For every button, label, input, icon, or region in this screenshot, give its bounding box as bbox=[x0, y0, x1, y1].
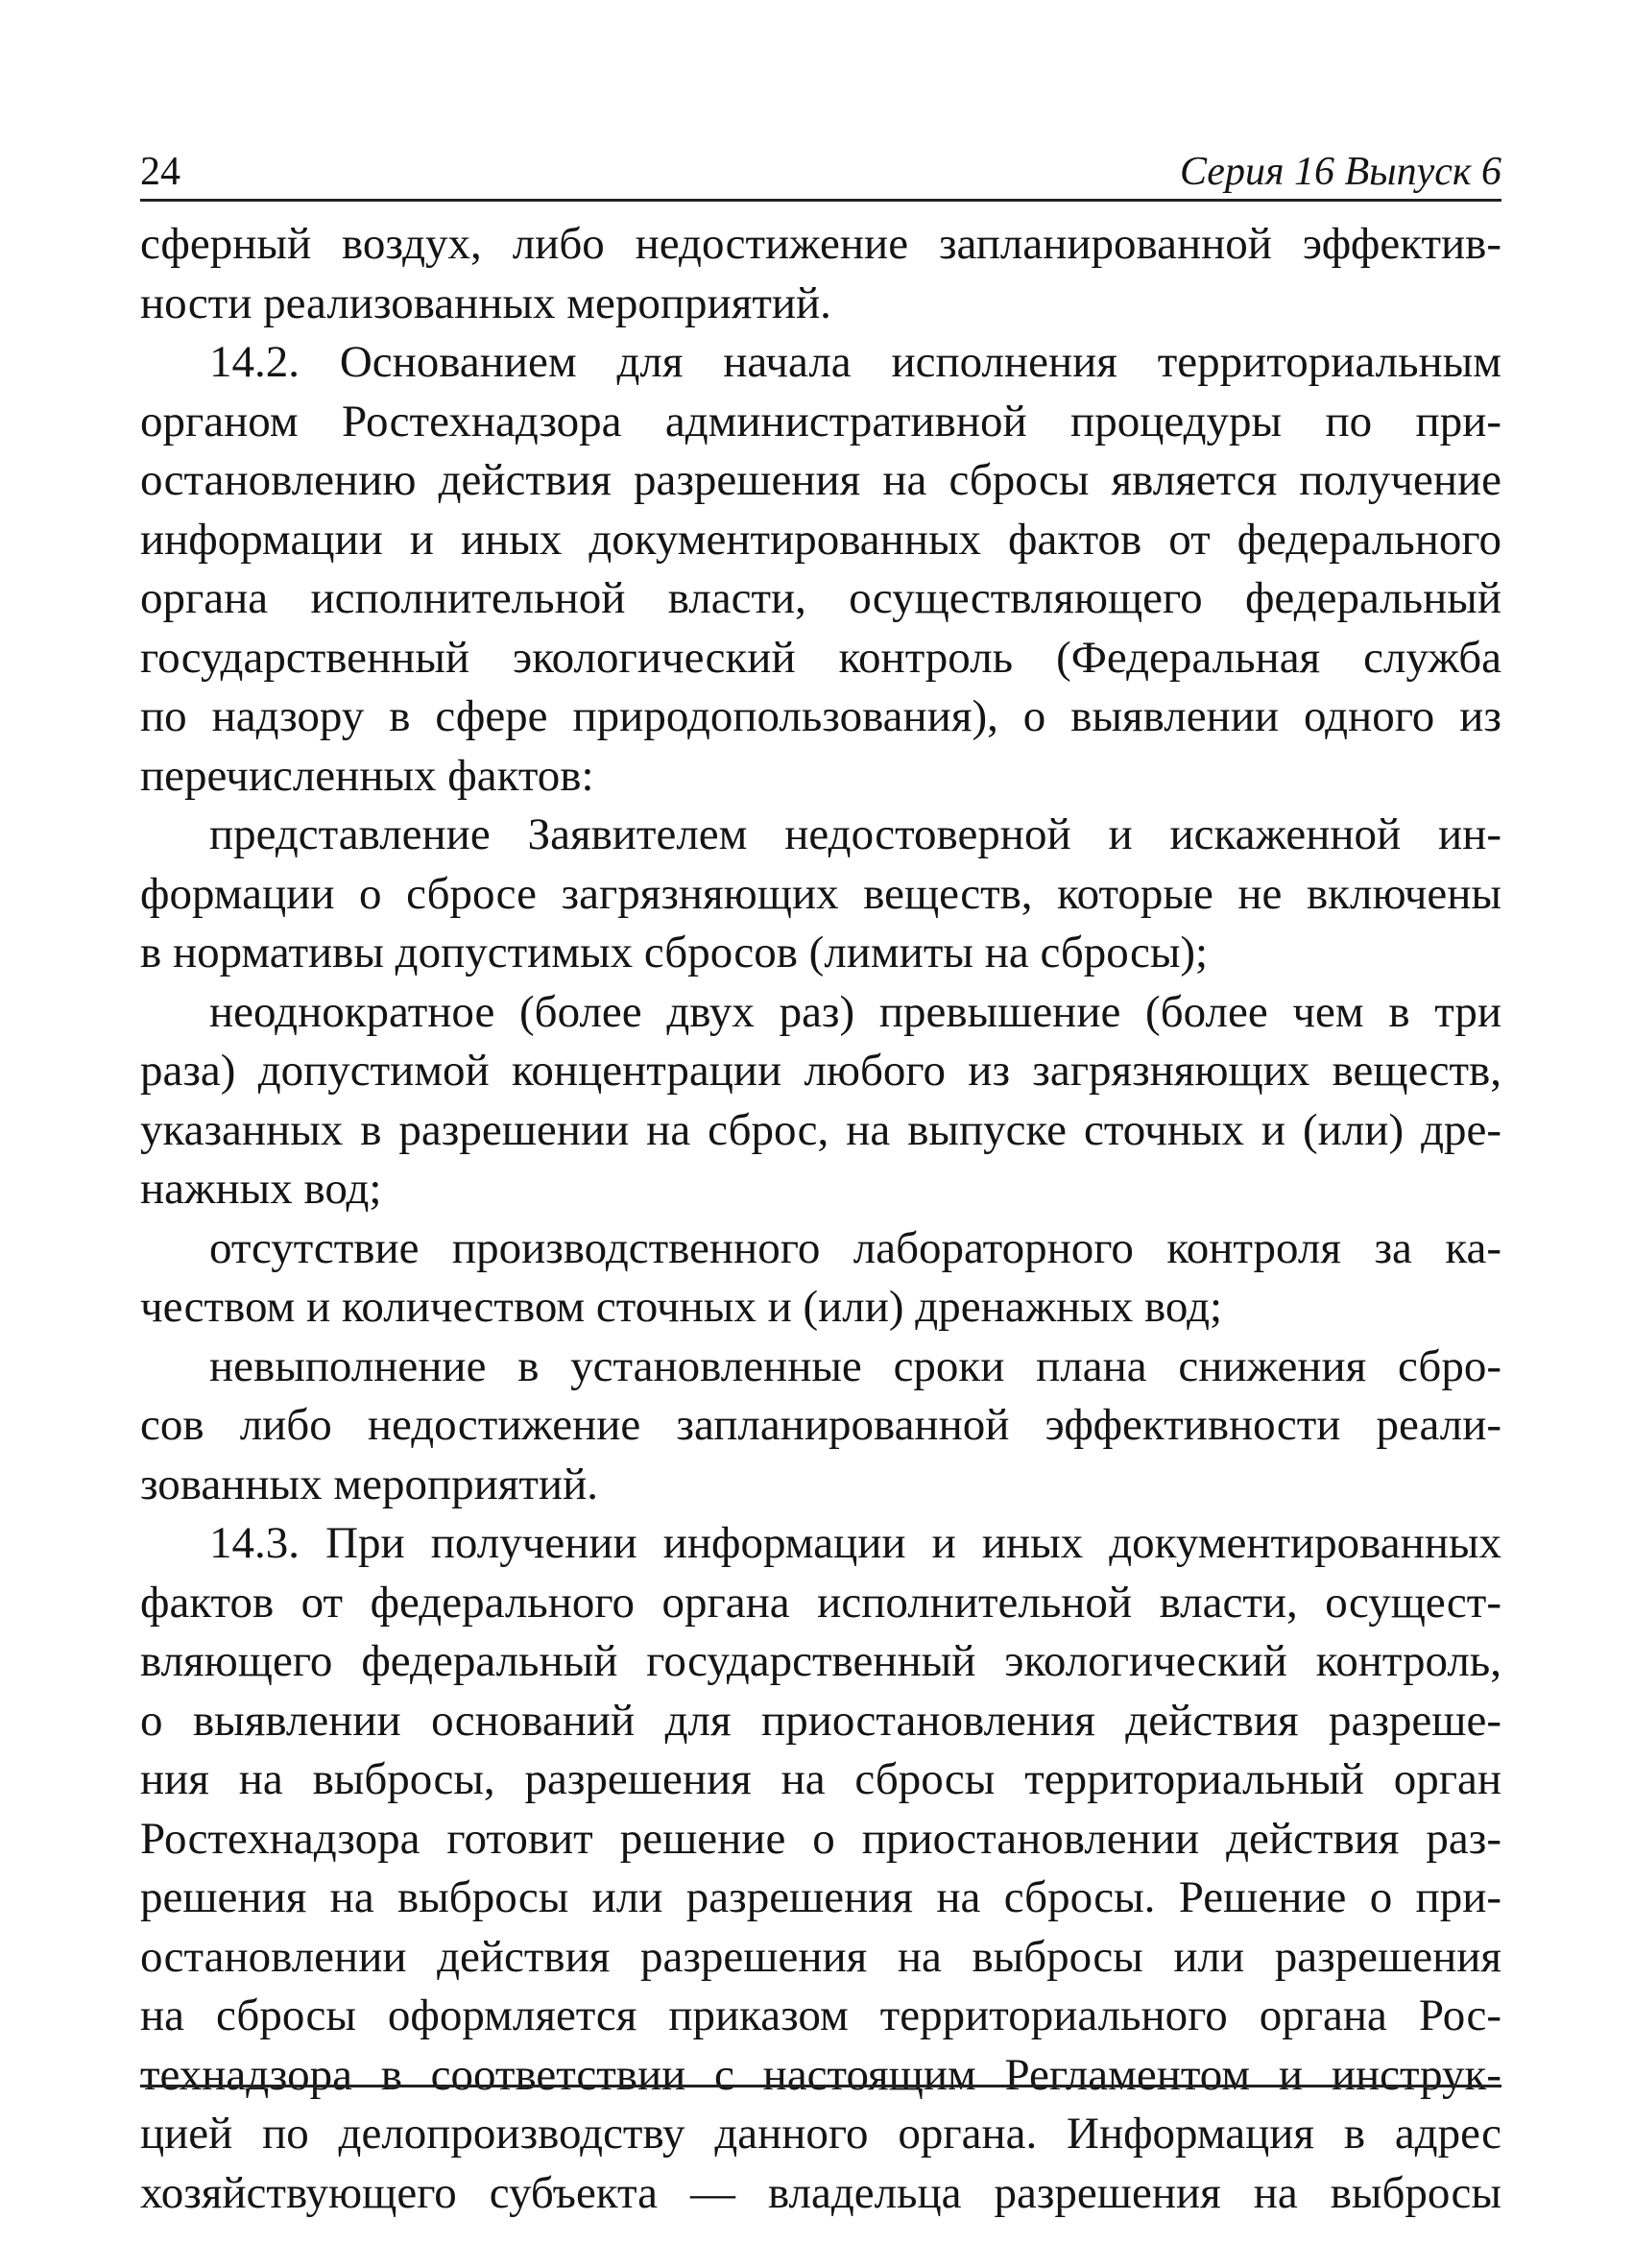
page-header bbox=[140, 144, 1501, 202]
text-line: зованных мероприятий. bbox=[140, 1459, 598, 1509]
text-line: информации и иных документированных фактов от федерального bbox=[140, 514, 1501, 565]
text-line: в нормативы допустимых сбросов (лимиты на сбросы); bbox=[140, 928, 1209, 977]
running-head: Серия 16 Выпуск 6 bbox=[1180, 150, 1501, 194]
text-line: представление Заявителем недостоверной и искаженной ин- bbox=[209, 809, 1501, 859]
body-text bbox=[140, 215, 1501, 2223]
text-line: формации о сбросе загрязняющих веществ, которые не включены bbox=[140, 868, 1501, 919]
text-line: отсутствие производственного лабораторного контроля за ка- bbox=[209, 1222, 1501, 1273]
footer-rule bbox=[140, 2085, 1501, 2087]
text-line: 14.3. При получении информации и иных документированных bbox=[209, 1518, 1501, 1568]
text-line: цией по делопроизводству данного органа. Информация в адрес bbox=[140, 2109, 1501, 2159]
paragraph bbox=[140, 333, 1501, 806]
paragraph bbox=[140, 1514, 1501, 2223]
paragraph bbox=[140, 806, 1501, 983]
text-line: органом Ростехнадзора административной процедуры по при- bbox=[140, 396, 1501, 446]
text-line: ности реализованных мероприятий. bbox=[140, 277, 831, 328]
text-line: органа исполнительной власти, осуществляющего федеральный bbox=[140, 573, 1501, 623]
paragraph bbox=[140, 1219, 1501, 1338]
text-line: указанных в разрешении на сброс, на выпуске сточных и (или) дре- bbox=[140, 1104, 1501, 1155]
paragraph bbox=[140, 983, 1501, 1219]
text-line: остановлении действия разрешения на выбросы или разрешения bbox=[140, 1931, 1501, 1982]
text-line: сов либо недостижение запланированной эффективности реали- bbox=[140, 1400, 1501, 1450]
paragraph bbox=[140, 215, 1501, 333]
text-line: государственный экологический контроль (Федеральная служба bbox=[140, 632, 1501, 683]
text-line: о выявлении оснований для приостановления действия разреше- bbox=[140, 1695, 1501, 1746]
text-line: неоднократное (более двух раз) превышение (более чем в три bbox=[209, 986, 1501, 1037]
text-line: технадзора в соответствии с настоящим Регламентом и инструк- bbox=[140, 2049, 1501, 2100]
text-line: Ростехнадзора готовит решение о приостановлении действия раз- bbox=[140, 1813, 1501, 1864]
text-line: остановлению действия разрешения на сбросы является получение bbox=[140, 455, 1501, 505]
text-line: решения на выбросы или разрешения на сбросы. Решение о при- bbox=[140, 1872, 1501, 1922]
text-line: перечисленных фактов: bbox=[140, 750, 594, 801]
text-line: невыполнение в установленные сроки плана снижения сбро- bbox=[209, 1340, 1501, 1391]
text-line: 14.2. Основанием для начала исполнения территориальным bbox=[209, 337, 1501, 387]
paragraph bbox=[140, 1338, 1501, 1515]
text-line: по надзору в сфере природопользования), о выявлении одного из bbox=[140, 691, 1501, 741]
text-line: чеством и количеством сточных и (или) дренажных вод; bbox=[140, 1282, 1223, 1332]
text-line: на сбросы оформляется приказом территориального органа Рос- bbox=[140, 1991, 1501, 2040]
text-line: раза) допустимой концентрации любого из загрязняющих веществ, bbox=[140, 1046, 1501, 1096]
text-line: фактов от федерального органа исполнительной власти, осущест- bbox=[140, 1577, 1501, 1628]
page-number: 24 bbox=[140, 150, 180, 194]
text-line: вляющего федеральный государственный экологический контроль, bbox=[140, 1636, 1501, 1686]
text-line: сферный воздух, либо недостижение запланированной эффектив- bbox=[140, 219, 1501, 269]
text-line: хозяйствующего субъекта — владельца разрешения на выбросы bbox=[140, 2167, 1501, 2218]
text-line: ния на выбросы, разрешения на сбросы территориальный орган bbox=[140, 1754, 1501, 1804]
text-line: нажных вод; bbox=[140, 1164, 382, 1214]
